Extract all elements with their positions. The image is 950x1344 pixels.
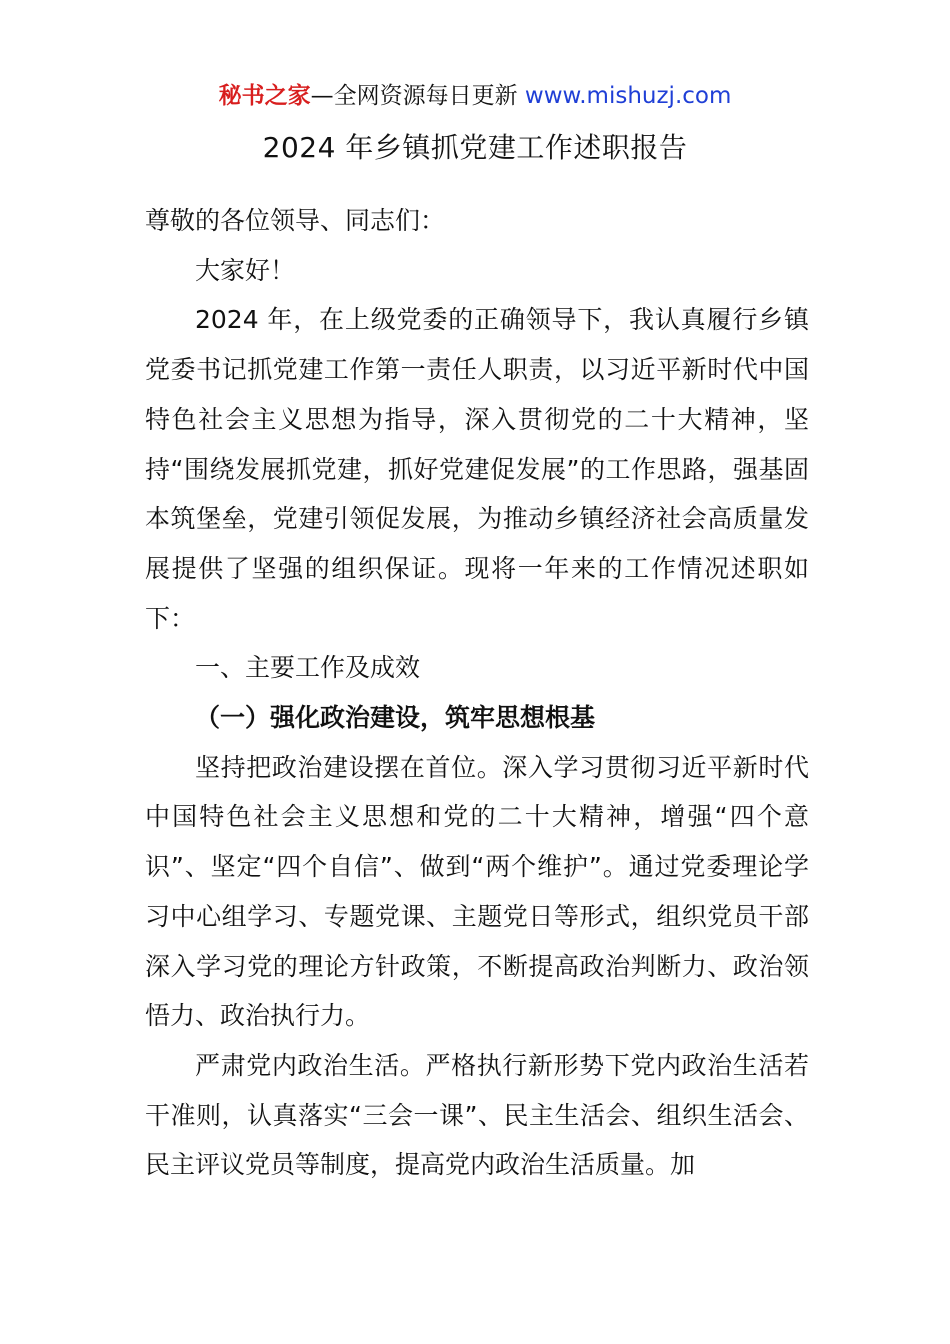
greeting: 大家好！ — [195, 255, 296, 285]
document-title: 2024 年乡镇抓党建工作述职报告 — [262, 131, 688, 164]
site-header — [0, 80, 950, 112]
document-body — [145, 196, 809, 1190]
subsection-heading: （一）强化政治建设，筑牢思想根基 — [195, 703, 596, 733]
salutation: 尊敬的各位领导、同志们： — [145, 206, 446, 235]
site-tagline: —全网资源每日更新 — [310, 83, 525, 109]
site-url-link[interactable]: www.mishuzj.com — [524, 83, 732, 109]
body-paragraph: 坚持把政治建设摆在首位。深入学习贯彻习近平新时代中国特色社会主义思想和党的二十大精神，增强“四个意识”、坚定“四个自信”、做到“两个维护”。通过党委理论学习中心组学习、专题党课、主题党日等形式，组织党员干部深入学习党的理论方针政策，不断提高政治判断力、政治领悟力、政治执行力。 — [145, 752, 809, 1031]
body-paragraph: 严肃党内政治生活。严格执行新形势下党内政治生活若干准则，认真落实“三会一课”、民主生活会、组织生活会、民主评议党员等制度，提高党内政治生活质量。加 — [145, 1050, 809, 1180]
section-heading: 一、主要工作及成效 — [195, 653, 421, 683]
site-brand: 秘书之家 — [218, 83, 311, 109]
intro-paragraph: 2024 年，在上级党委的正确领导下，我认真履行乡镇党委书记抓党建工作第一责任人职责，以习近平新时代中国特色社会主义思想为指导，深入贯彻党的二十大精神，坚持“围绕发展抓党建，抓好党建促发展”的工作思路，强基固本筑堡垒，党建引领促发展，为推动乡镇经济社会高质量发展提供了坚强的组织保证。现将一年来的工作情况述职如下： — [145, 305, 809, 633]
